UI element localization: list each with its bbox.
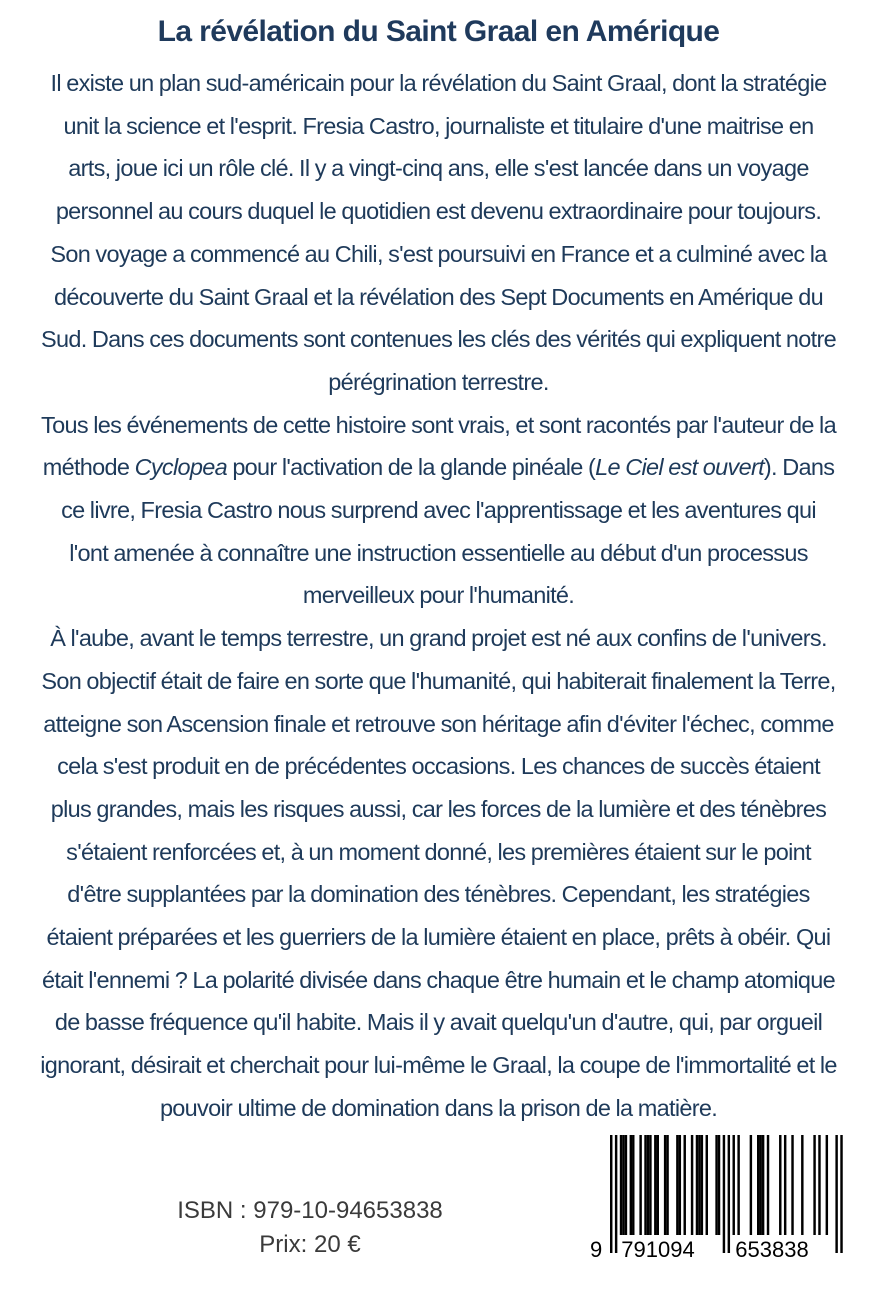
barcode-guard-bar bbox=[723, 1135, 725, 1253]
barcode-bar bbox=[649, 1135, 651, 1235]
barcode-guard-bar bbox=[835, 1135, 837, 1253]
barcode-bar bbox=[622, 1135, 624, 1235]
barcode-bar bbox=[701, 1135, 703, 1235]
paragraph-1 bbox=[40, 62, 837, 404]
paragraph-2 bbox=[40, 404, 837, 618]
barcode-bar bbox=[762, 1135, 764, 1235]
italic-title-cyclopea: Cyclopea bbox=[134, 454, 227, 481]
barcode-bar bbox=[696, 1135, 698, 1235]
barcode-guard-bar bbox=[610, 1135, 612, 1253]
barcode-bar bbox=[779, 1135, 781, 1235]
barcode-bar bbox=[737, 1135, 739, 1235]
barcode-bar bbox=[684, 1135, 686, 1235]
barcode-bar bbox=[657, 1135, 659, 1235]
barcode-bar bbox=[676, 1135, 678, 1235]
text-segment: pour l'activation de la glande pinéale ( bbox=[226, 454, 596, 481]
barcode-bar bbox=[759, 1135, 761, 1235]
barcode-bar bbox=[630, 1135, 632, 1235]
barcode-bar bbox=[818, 1135, 820, 1235]
barcode-bar bbox=[691, 1135, 693, 1235]
barcode-bar bbox=[733, 1135, 735, 1235]
barcode-bar bbox=[718, 1135, 720, 1235]
barcode-guard-bar bbox=[840, 1135, 842, 1253]
barcode-bar bbox=[698, 1135, 700, 1235]
barcode-bar bbox=[666, 1135, 668, 1235]
barcode-digit-first: 9 bbox=[590, 1237, 603, 1262]
ean-barcode bbox=[582, 1133, 846, 1263]
price-text: Prix: 20 € bbox=[259, 1231, 361, 1258]
barcode-bar bbox=[813, 1135, 815, 1235]
text-segment: Il existe un plan sud-américain pour la révélation du Saint Graal, dont la stratégie unit la science et l'esprit. Fresia Castro, journaliste et titulaire d'une maitrise en arts, joue ici un rôle clé. Il y a vingt-cinq ans, elle s'est lancée dans un voyage personnel au cours duquel le quotidien est devenu extraordinaire pour toujours. Son voyage a commencé au Chili, s'est poursuivi en France et a culminé avec la découverte du Saint Graal et la révélation des Sept Documents en Amérique du Sud. Dans ces documents sont contenues les clés des vérités qui expliquent notre pérégrination terrestre. bbox=[41, 70, 836, 395]
barcode-bar bbox=[715, 1135, 717, 1235]
book-title: La révélation du Saint Graal en Amérique bbox=[157, 15, 720, 48]
barcode-bar bbox=[632, 1135, 634, 1235]
barcode-bar bbox=[706, 1135, 708, 1235]
back-cover-blurb bbox=[40, 62, 837, 1130]
barcode-graphic bbox=[582, 1133, 846, 1263]
barcode-guard-bar bbox=[615, 1135, 617, 1253]
barcode-bar bbox=[791, 1135, 793, 1235]
text-segment: À l'aube, avant le temps terrestre, un grand projet est né aux confins de l'univers. Son objectif était de faire en sorte que l'humanité, qui habiterait finalement la Terre, atteigne son Ascension finale et retrouve son héritage afin d'éviter l'échec, comme cela s'est produit en de précédentes occasions. Les chances de succès étaient plus grandes, mais les risques aussi, car les forces de la lumière et des ténèbres s'étaient renforcées et, à un moment donné, les premières étaient sur le point d'être supplantées par la domination des ténèbres. Cependant, les stratégies étaient préparées et les guerriers de la lumière étaient en place, prêts à obéir. Qui était l'ennemi ? La polarité divisée dans chaque être humain et le champ atomique de basse fréquence qu'il habite. Mais il y avait quelqu'un d'autre, qui, par orgueil ignorant, désirait et cherchait pour lui-même le Graal, la coupe de l'immortalité et le pouvoir ultime de domination dans la prison de la matière. bbox=[40, 625, 837, 1121]
paragraph-3 bbox=[40, 617, 837, 1129]
barcode-bar bbox=[625, 1135, 627, 1235]
barcode-digits-left: 791094 bbox=[621, 1237, 695, 1262]
barcode-bar bbox=[647, 1135, 649, 1235]
barcode-bar bbox=[750, 1135, 752, 1235]
barcode-bar bbox=[757, 1135, 759, 1235]
barcode-digits-right: 653838 bbox=[735, 1237, 809, 1262]
barcode-bar bbox=[639, 1135, 641, 1235]
barcode-bar bbox=[644, 1135, 646, 1235]
barcode-guard-bar bbox=[728, 1135, 730, 1253]
isbn-text: ISBN : 979-10-94653838 bbox=[177, 1197, 443, 1224]
isbn-price-block bbox=[140, 1194, 480, 1262]
barcode-bar bbox=[784, 1135, 786, 1235]
barcode-bar bbox=[826, 1135, 828, 1235]
italic-title-le-ciel-est-ouvert: Le Ciel est ouvert bbox=[595, 454, 764, 481]
barcode-bar bbox=[654, 1135, 656, 1235]
barcode-bar bbox=[620, 1135, 622, 1235]
barcode-bar bbox=[801, 1135, 803, 1235]
barcode-bar bbox=[664, 1135, 666, 1235]
barcode-bar bbox=[767, 1135, 769, 1235]
text-segment: Tous les événements de cette histoire sont vrais, et sont racontés par l'auteur de la méthode bbox=[41, 411, 836, 481]
text-segment: ). Dans ce livre, Fresia Castro nous surprend avec l'apprentissage et les aventures qui l'ont amenée à connaître une instruction essentielle au début d'un processus merveilleux pour l'humanité. bbox=[61, 454, 835, 609]
barcode-bar bbox=[679, 1135, 681, 1235]
